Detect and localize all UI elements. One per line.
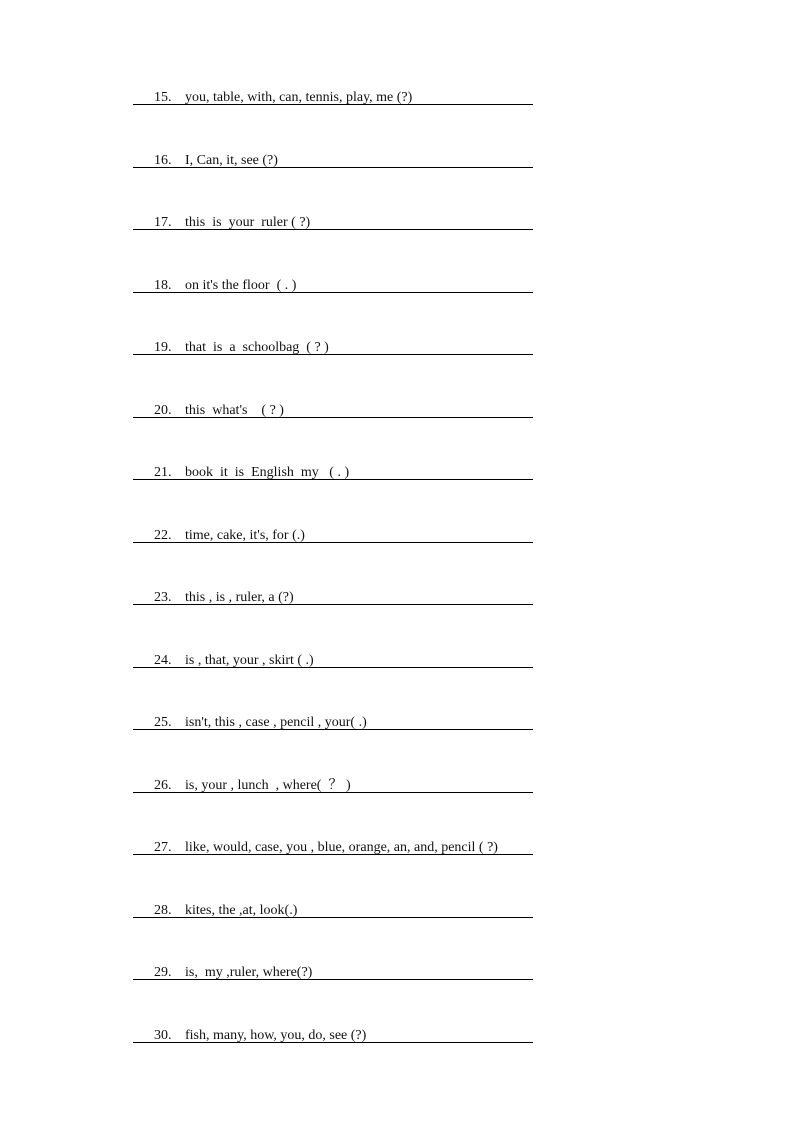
question-number: 22.: [154, 527, 172, 543]
question-line: [133, 753, 351, 793]
exercise-item: [133, 440, 533, 503]
answer-line[interactable]: [133, 667, 533, 668]
exercise-item: [133, 253, 533, 316]
exercise-item: [133, 628, 533, 691]
question-number: 26.: [154, 777, 172, 793]
exercise-item: [133, 1003, 533, 1066]
question-words: is, my ,ruler, where(?): [185, 965, 313, 980]
question-line: [133, 503, 305, 543]
question-words: this is your ruler ( ?): [185, 215, 311, 230]
question-words: isn't, this , case , pencil , your( .): [185, 715, 367, 730]
exercise-item: [133, 315, 533, 378]
question-line: [133, 378, 284, 418]
question-number: 18.: [154, 277, 172, 293]
answer-line[interactable]: [133, 354, 533, 355]
question-words: book it is English my ( . ): [185, 465, 350, 480]
question-words: that is a schoolbag ( ? ): [185, 340, 329, 355]
question-words: is , that, your , skirt ( .): [185, 652, 314, 668]
question-line: [133, 253, 297, 293]
answer-line[interactable]: [133, 729, 533, 730]
answer-line[interactable]: [133, 417, 533, 418]
question-number: 21.: [154, 465, 172, 480]
question-number: 16.: [154, 152, 172, 168]
answer-line[interactable]: [133, 104, 533, 105]
question-words: time, cake, it's, for (.): [185, 527, 305, 543]
question-line: [133, 128, 278, 168]
question-line: [133, 690, 367, 730]
exercise-item: [133, 690, 533, 753]
question-words: fish, many, how, you, do, see (?): [185, 1027, 367, 1043]
exercise-item: [133, 65, 533, 128]
answer-line[interactable]: [133, 917, 533, 918]
question-number: 19.: [154, 340, 172, 355]
exercise-item: [133, 878, 533, 941]
question-line: [133, 440, 350, 480]
question-line: [133, 65, 413, 105]
question-words: on it's the floor ( . ): [185, 277, 297, 293]
exercise-item: [133, 190, 533, 253]
question-line: [133, 815, 498, 855]
question-number: 17.: [154, 215, 172, 230]
answer-line[interactable]: [133, 979, 533, 980]
question-words: like, would, case, you , blue, orange, an, and, pencil ( ?): [185, 840, 498, 855]
exercise-item: [133, 378, 533, 441]
question-number: 25.: [154, 715, 172, 730]
exercise-item: [133, 940, 533, 1003]
question-line: [133, 878, 298, 918]
question-number: 28.: [154, 902, 172, 918]
question-number: 30.: [154, 1027, 172, 1043]
exercise-item: [133, 503, 533, 566]
question-number: 29.: [154, 965, 172, 980]
question-line: [133, 315, 329, 355]
answer-line[interactable]: [133, 854, 533, 855]
question-words: is, your , lunch , where( ？ ): [185, 777, 351, 793]
answer-line[interactable]: [133, 542, 533, 543]
question-number: 27.: [154, 840, 172, 855]
question-number: 23.: [154, 590, 172, 605]
question-number: 15.: [154, 90, 172, 105]
question-words: I, Can, it, see (?): [185, 152, 278, 168]
answer-line[interactable]: [133, 1042, 533, 1043]
question-line: [133, 1003, 367, 1043]
question-line: [133, 190, 311, 230]
question-line: [133, 628, 314, 668]
exercise-item: [133, 815, 533, 878]
exercise-item: [133, 753, 533, 816]
question-number: 24.: [154, 652, 172, 668]
answer-line[interactable]: [133, 292, 533, 293]
question-words: this what's ( ? ): [185, 402, 284, 418]
exercise-item: [133, 565, 533, 628]
answer-line[interactable]: [133, 604, 533, 605]
question-words: kites, the ,at, look(.): [185, 902, 298, 918]
question-words: this , is , ruler, a (?): [185, 590, 294, 605]
question-number: 20.: [154, 402, 172, 418]
question-words: you, table, with, can, tennis, play, me (?): [185, 90, 413, 105]
exercise-item: [133, 128, 533, 191]
answer-line[interactable]: [133, 792, 533, 793]
question-line: [133, 565, 294, 605]
answer-line[interactable]: [133, 167, 533, 168]
answer-line[interactable]: [133, 229, 533, 230]
question-line: [133, 940, 313, 980]
answer-line[interactable]: [133, 479, 533, 480]
